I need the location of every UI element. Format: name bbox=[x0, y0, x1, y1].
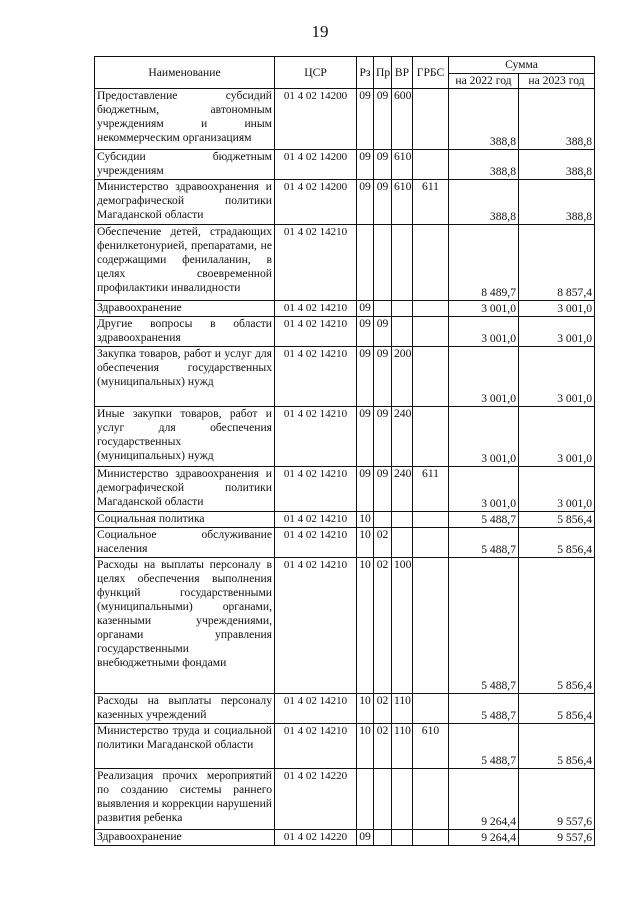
header-csr: ЦСР bbox=[275, 57, 357, 89]
row-csr: 01 4 02 14210 bbox=[275, 347, 357, 407]
row-sum-2022: 9 264,4 bbox=[449, 769, 519, 830]
row-csr: 01 4 02 14210 bbox=[275, 558, 357, 694]
row-name: Субсидии бюджетным учреждениям bbox=[95, 150, 275, 180]
header-pr: Пр bbox=[374, 57, 392, 89]
row-vr bbox=[392, 528, 413, 558]
row-vr: 100 bbox=[392, 558, 413, 694]
row-name: Расходы на выплаты персоналу в целях обеспечения выполнения функций государственными (муниципальными) органами, казенными учреждениями, органами управления государственными внебюджетными фондами bbox=[95, 558, 275, 694]
row-grbs bbox=[413, 317, 449, 347]
row-sum-2023: 3 001,0 bbox=[519, 301, 595, 317]
row-rz: 10 bbox=[357, 558, 374, 694]
row-vr bbox=[392, 769, 413, 830]
row-rz: 09 bbox=[357, 89, 374, 150]
row-sum-2023: 8 857,4 bbox=[519, 225, 595, 301]
header-year-2023: на 2023 год bbox=[519, 74, 595, 89]
row-sum-2022: 388,8 bbox=[449, 150, 519, 180]
row-sum-2023: 5 856,4 bbox=[519, 724, 595, 769]
row-name: Расходы на выплаты персоналу казенных учреждений bbox=[95, 694, 275, 724]
row-csr: 01 4 02 14200 bbox=[275, 89, 357, 150]
row-sum-2023: 5 856,4 bbox=[519, 528, 595, 558]
row-sum-2023: 5 856,4 bbox=[519, 558, 595, 694]
row-sum-2023: 9 557,6 bbox=[519, 830, 595, 846]
row-vr: 240 bbox=[392, 407, 413, 467]
row-vr bbox=[392, 512, 413, 528]
table-row bbox=[95, 150, 595, 180]
row-csr: 01 4 02 14220 bbox=[275, 769, 357, 830]
row-pr: 02 bbox=[374, 724, 392, 769]
row-name: Предоставление субсидий бюджетным, автономным учреждениям и иным некоммерческим организациям bbox=[95, 89, 275, 150]
row-csr: 01 4 02 14210 bbox=[275, 301, 357, 317]
row-pr bbox=[374, 512, 392, 528]
row-csr: 01 4 02 14210 bbox=[275, 225, 357, 301]
row-pr: 09 bbox=[374, 347, 392, 407]
table-row bbox=[95, 317, 595, 347]
row-sum-2022: 388,8 bbox=[449, 89, 519, 150]
row-vr bbox=[392, 301, 413, 317]
header-vr: ВР bbox=[392, 57, 413, 89]
row-csr: 01 4 02 14210 bbox=[275, 694, 357, 724]
row-sum-2023: 388,8 bbox=[519, 89, 595, 150]
row-name: Министерство здравоохранения и демографической политики Магаданской области bbox=[95, 180, 275, 225]
row-grbs bbox=[413, 347, 449, 407]
row-pr bbox=[374, 301, 392, 317]
row-sum-2022: 3 001,0 bbox=[449, 347, 519, 407]
row-pr bbox=[374, 830, 392, 846]
row-rz: 09 bbox=[357, 150, 374, 180]
row-name: Министерство труда и социальной политики Магаданской области bbox=[95, 724, 275, 769]
table-row bbox=[95, 512, 595, 528]
row-rz bbox=[357, 225, 374, 301]
row-name: Закупка товаров, работ и услуг для обеспечения государственных (муниципальных) нужд bbox=[95, 347, 275, 407]
row-vr: 610 bbox=[392, 180, 413, 225]
row-grbs bbox=[413, 558, 449, 694]
row-sum-2022: 5 488,7 bbox=[449, 724, 519, 769]
row-sum-2023: 3 001,0 bbox=[519, 347, 595, 407]
row-rz: 10 bbox=[357, 528, 374, 558]
row-sum-2022: 5 488,7 bbox=[449, 694, 519, 724]
row-name: Министерство здравоохранения и демографической политики Магаданской области bbox=[95, 467, 275, 512]
row-sum-2023: 3 001,0 bbox=[519, 407, 595, 467]
row-pr bbox=[374, 225, 392, 301]
row-sum-2022: 5 488,7 bbox=[449, 528, 519, 558]
row-name: Социальное обслуживание населения bbox=[95, 528, 275, 558]
row-csr: 01 4 02 14200 bbox=[275, 150, 357, 180]
row-grbs: 611 bbox=[413, 180, 449, 225]
row-rz: 09 bbox=[357, 180, 374, 225]
row-vr: 600 bbox=[392, 89, 413, 150]
row-name: Реализация прочих мероприятий по созданию системы раннего выявления и коррекции нарушений развития ребенка bbox=[95, 769, 275, 830]
row-pr: 09 bbox=[374, 89, 392, 150]
row-vr: 110 bbox=[392, 724, 413, 769]
table-row bbox=[95, 694, 595, 724]
row-rz: 10 bbox=[357, 694, 374, 724]
row-csr: 01 4 02 14220 bbox=[275, 830, 357, 846]
table-row bbox=[95, 769, 595, 830]
row-sum-2022: 3 001,0 bbox=[449, 301, 519, 317]
table-row bbox=[95, 180, 595, 225]
row-rz: 09 bbox=[357, 347, 374, 407]
row-csr: 01 4 02 14210 bbox=[275, 317, 357, 347]
row-grbs: 610 bbox=[413, 724, 449, 769]
row-rz: 09 bbox=[357, 467, 374, 512]
row-rz: 09 bbox=[357, 830, 374, 846]
row-csr: 01 4 02 14200 bbox=[275, 180, 357, 225]
row-csr: 01 4 02 14210 bbox=[275, 407, 357, 467]
table-row bbox=[95, 225, 595, 301]
row-grbs: 611 bbox=[413, 467, 449, 512]
row-rz: 09 bbox=[357, 317, 374, 347]
row-pr: 09 bbox=[374, 407, 392, 467]
table-row bbox=[95, 407, 595, 467]
row-grbs bbox=[413, 769, 449, 830]
row-pr: 09 bbox=[374, 180, 392, 225]
row-vr: 610 bbox=[392, 150, 413, 180]
row-grbs bbox=[413, 225, 449, 301]
row-csr: 01 4 02 14210 bbox=[275, 724, 357, 769]
row-csr: 01 4 02 14210 bbox=[275, 467, 357, 512]
row-rz: 09 bbox=[357, 407, 374, 467]
row-sum-2023: 5 856,4 bbox=[519, 694, 595, 724]
row-name: Социальная политика bbox=[95, 512, 275, 528]
table-row bbox=[95, 301, 595, 317]
row-vr bbox=[392, 317, 413, 347]
row-sum-2023: 3 001,0 bbox=[519, 467, 595, 512]
row-rz bbox=[357, 769, 374, 830]
header-name: Наименование bbox=[95, 57, 275, 89]
row-sum-2022: 5 488,7 bbox=[449, 512, 519, 528]
row-grbs bbox=[413, 407, 449, 467]
row-sum-2022: 3 001,0 bbox=[449, 467, 519, 512]
table-row bbox=[95, 467, 595, 512]
header-year-2022: на 2022 год bbox=[449, 74, 519, 89]
row-pr: 09 bbox=[374, 150, 392, 180]
table-row bbox=[95, 830, 595, 846]
row-sum-2022: 8 489,7 bbox=[449, 225, 519, 301]
row-grbs bbox=[413, 512, 449, 528]
table-row bbox=[95, 89, 595, 150]
row-pr bbox=[374, 769, 392, 830]
row-grbs bbox=[413, 694, 449, 724]
row-sum-2023: 5 856,4 bbox=[519, 512, 595, 528]
row-vr: 200 bbox=[392, 347, 413, 407]
row-sum-2022: 3 001,0 bbox=[449, 317, 519, 347]
row-sum-2022: 388,8 bbox=[449, 180, 519, 225]
row-sum-2023: 388,8 bbox=[519, 150, 595, 180]
row-vr: 110 bbox=[392, 694, 413, 724]
row-pr: 09 bbox=[374, 317, 392, 347]
header-grbs: ГРБС bbox=[413, 57, 449, 89]
row-grbs bbox=[413, 89, 449, 150]
row-vr: 240 bbox=[392, 467, 413, 512]
row-sum-2022: 9 264,4 bbox=[449, 830, 519, 846]
page-number: 19 bbox=[311, 22, 329, 41]
row-rz: 10 bbox=[357, 512, 374, 528]
budget-table bbox=[94, 56, 595, 846]
row-rz: 09 bbox=[357, 301, 374, 317]
row-pr: 02 bbox=[374, 558, 392, 694]
row-grbs bbox=[413, 150, 449, 180]
row-grbs bbox=[413, 830, 449, 846]
table-row bbox=[95, 724, 595, 769]
header-rz: Рз bbox=[357, 57, 374, 89]
header-sum: Сумма bbox=[449, 57, 595, 74]
row-sum-2023: 388,8 bbox=[519, 180, 595, 225]
row-vr bbox=[392, 830, 413, 846]
row-grbs bbox=[413, 528, 449, 558]
row-pr: 02 bbox=[374, 694, 392, 724]
row-pr: 09 bbox=[374, 467, 392, 512]
table-row bbox=[95, 558, 595, 694]
row-name: Обеспечение детей, страдающих фенилкетонурией, препаратами, не содержащими фенилаланин, в целях своевременной профилактики инвалидности bbox=[95, 225, 275, 301]
row-pr: 02 bbox=[374, 528, 392, 558]
row-csr: 01 4 02 14210 bbox=[275, 528, 357, 558]
table-row bbox=[95, 347, 595, 407]
row-name: Здравоохранение bbox=[95, 301, 275, 317]
row-sum-2022: 5 488,7 bbox=[449, 558, 519, 694]
row-name: Иные закупки товаров, работ и услуг для обеспечения государственных (муниципальных) нужд bbox=[95, 407, 275, 467]
row-sum-2022: 3 001,0 bbox=[449, 407, 519, 467]
table-row bbox=[95, 528, 595, 558]
row-sum-2023: 9 557,6 bbox=[519, 769, 595, 830]
row-name: Другие вопросы в области здравоохранения bbox=[95, 317, 275, 347]
row-name: Здравоохранение bbox=[95, 830, 275, 846]
row-sum-2023: 3 001,0 bbox=[519, 317, 595, 347]
row-grbs bbox=[413, 301, 449, 317]
row-csr: 01 4 02 14210 bbox=[275, 512, 357, 528]
row-rz: 10 bbox=[357, 724, 374, 769]
row-vr bbox=[392, 225, 413, 301]
